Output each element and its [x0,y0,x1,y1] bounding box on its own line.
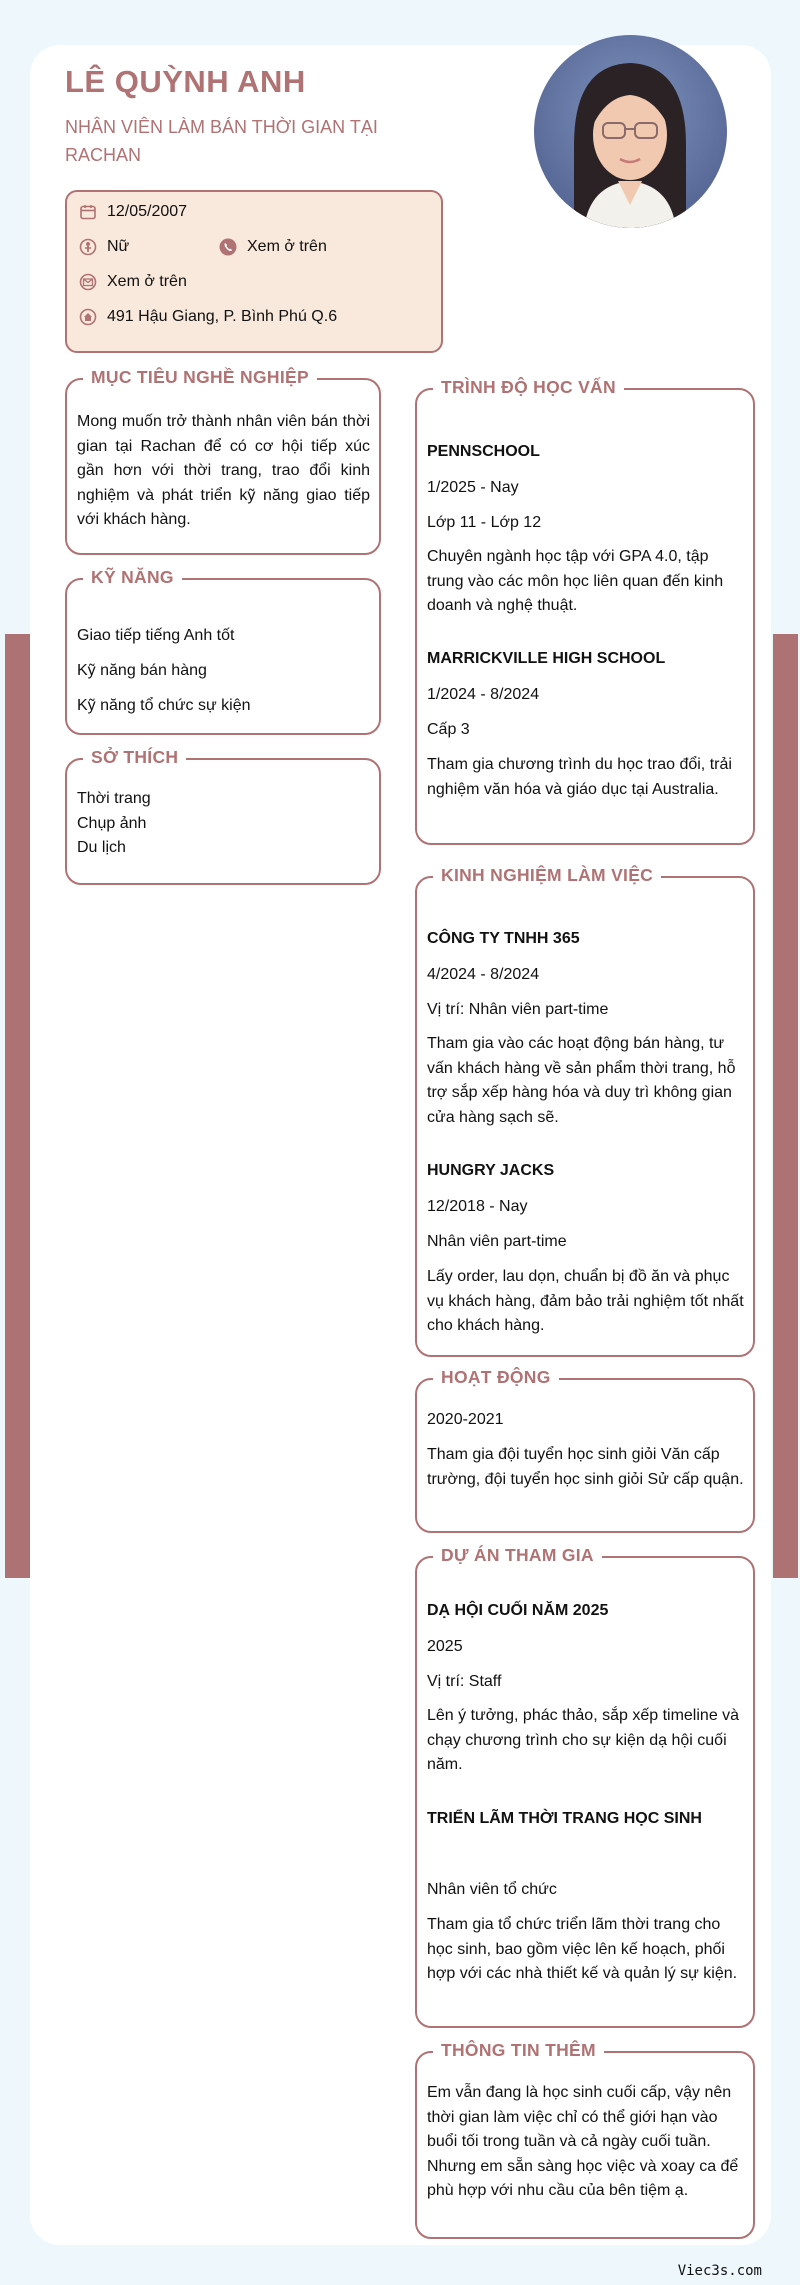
school-description: Tham gia chương trình du học trao đổi, trải nghiệm văn hóa và giáo dục tại Australia. [427,756,732,798]
company-name: CÔNG TY TNHH 365 [427,930,580,947]
job-description: Tham gia vào các hoạt động bán hàng, tư vấn khách hàng về sản phẩm thời trang, hỗ trợ sắp xếp hàng hóa và duy trì không gian cửa hàng sạch sẽ. [427,1035,736,1126]
job-description: Lấy order, lau dọn, chuẩn bị đồ ăn và phục vụ khách hàng, đảm bảo trải nghiệm tốt nhất cho khách hàng. [427,1268,744,1334]
gender-row [79,238,129,256]
hobby-item: Du lịch [77,839,126,856]
phone-icon [219,238,237,256]
gender-icon [79,238,97,256]
hobbies-section [65,747,381,885]
candidate-role: NHÂN VIÊN LÀM BÁN THỜI GIAN TẠI RACHAN [65,117,378,165]
project-description: Tham gia tổ chức triển lãm thời trang cho học sinh, bao gồm việc lên kế hoạch, phối hợp với các nhà thiết kế và quản lý sự kiện. [427,1916,738,1982]
contact-info-box [65,190,443,353]
objective-text: Mong muốn trở thành nhân viên bán thời gian tại Rachan để có cơ hội tiếp xúc gần hơn với thời trang, trao đổi kinh nghiệm và phát triển kỹ năng giao tiếp với khách hàng. [77,413,370,528]
birthdate-value: 12/05/2007 [107,203,188,220]
project-name: DẠ HỘI CUỐI NĂM 2025 [427,1602,609,1619]
job-position: Vị trí: Nhân viên part-time [427,1001,609,1018]
activity-description: Tham gia đội tuyển học sinh giỏi Văn cấp trường, đội tuyển học sinh giỏi Sử cấp quận. [427,1446,744,1488]
project-name: TRIỂN LÃM THỜI TRANG HỌC SINH [427,1810,702,1827]
school-name: MARRICKVILLE HIGH SCHOOL [427,650,666,667]
education-title: TRÌNH ĐỘ HỌC VẤN [433,377,624,398]
education-section [415,377,755,845]
email-value: Xem ở trên [107,273,187,290]
school-period: 1/2024 - 8/2024 [427,686,540,703]
email-row [79,273,187,291]
projects-section [415,1545,755,2028]
additional-info-title: THÔNG TIN THÊM [433,2040,604,2061]
left-accent-band [5,634,30,1578]
hobbies-title: SỞ THÍCH [83,747,186,768]
gender-value: Nữ [107,238,130,255]
birthdate-row [79,203,187,221]
phone-row [219,238,327,256]
job-position: Nhân viên part-time [427,1233,567,1250]
project-description: Lên ý tưởng, phác thảo, sắp xếp timeline và chạy chương trình cho sự kiện dạ hội cuối năm. [427,1707,740,1773]
additional-info-text: Em vẫn đang là học sinh cuối cấp, vậy nên thời gian làm việc chỉ có thể giới hạn vào buổi tối trong tuần và cả ngày cuối tuần. Nhưng em sẵn sàng học việc và xoay ca để phù hợp với nhu cầu của bên tiệm ạ. [427,2084,739,2199]
site-watermark: Viec3s.com [677,2263,762,2279]
project-position: Vị trí: Staff [427,1673,502,1690]
home-icon [79,308,97,326]
hobby-item: Thời trang [77,790,151,807]
projects-title: DỰ ÁN THAM GIA [433,1545,602,1566]
additional-info-section [415,2040,755,2239]
skill-item: Giao tiếp tiếng Anh tốt [77,627,235,644]
project-position: Nhân viên tổ chức [427,1881,557,1898]
company-name: HUNGRY JACKS [427,1162,555,1179]
skills-title: KỸ NĂNG [83,567,182,588]
project-period: 2025 [427,1638,463,1655]
school-period: 1/2025 - Nay [427,479,519,496]
skill-item: Kỹ năng tổ chức sự kiện [77,697,251,714]
address-row [79,308,337,326]
experience-section [415,865,755,1357]
school-level: Cấp 3 [427,721,470,738]
phone-value: Xem ở trên [247,238,327,255]
experience-title: KINH NGHIỆM LÀM VIỆC [433,865,661,886]
mail-icon [79,273,97,291]
skill-item: Kỹ năng bán hàng [77,662,207,679]
job-period: 12/2018 - Nay [427,1198,528,1215]
activities-title: HOẠT ĐỘNG [433,1367,559,1388]
profile-photo [534,35,727,228]
objective-section [65,367,381,555]
school-name: PENNSCHOOL [427,443,540,460]
job-period: 4/2024 - 8/2024 [427,966,540,983]
candidate-name: LÊ QUỲNH ANH [65,64,306,99]
activity-period: 2020-2021 [427,1411,504,1428]
school-level: Lớp 11 - Lớp 12 [427,514,542,531]
objective-title: MỤC TIÊU NGHỀ NGHIỆP [83,367,317,388]
address-value: 491 Hậu Giang, P. Bình Phú Q.6 [107,308,338,325]
calendar-icon [79,203,97,221]
hobby-item: Chụp ảnh [77,815,147,832]
school-description: Chuyên ngành học tập với GPA 4.0, tập trung vào các môn học liên quan đến kinh doanh và nghệ thuật. [427,548,724,614]
right-accent-band [773,634,798,1578]
activities-section [415,1367,755,1533]
skills-section [65,567,381,735]
